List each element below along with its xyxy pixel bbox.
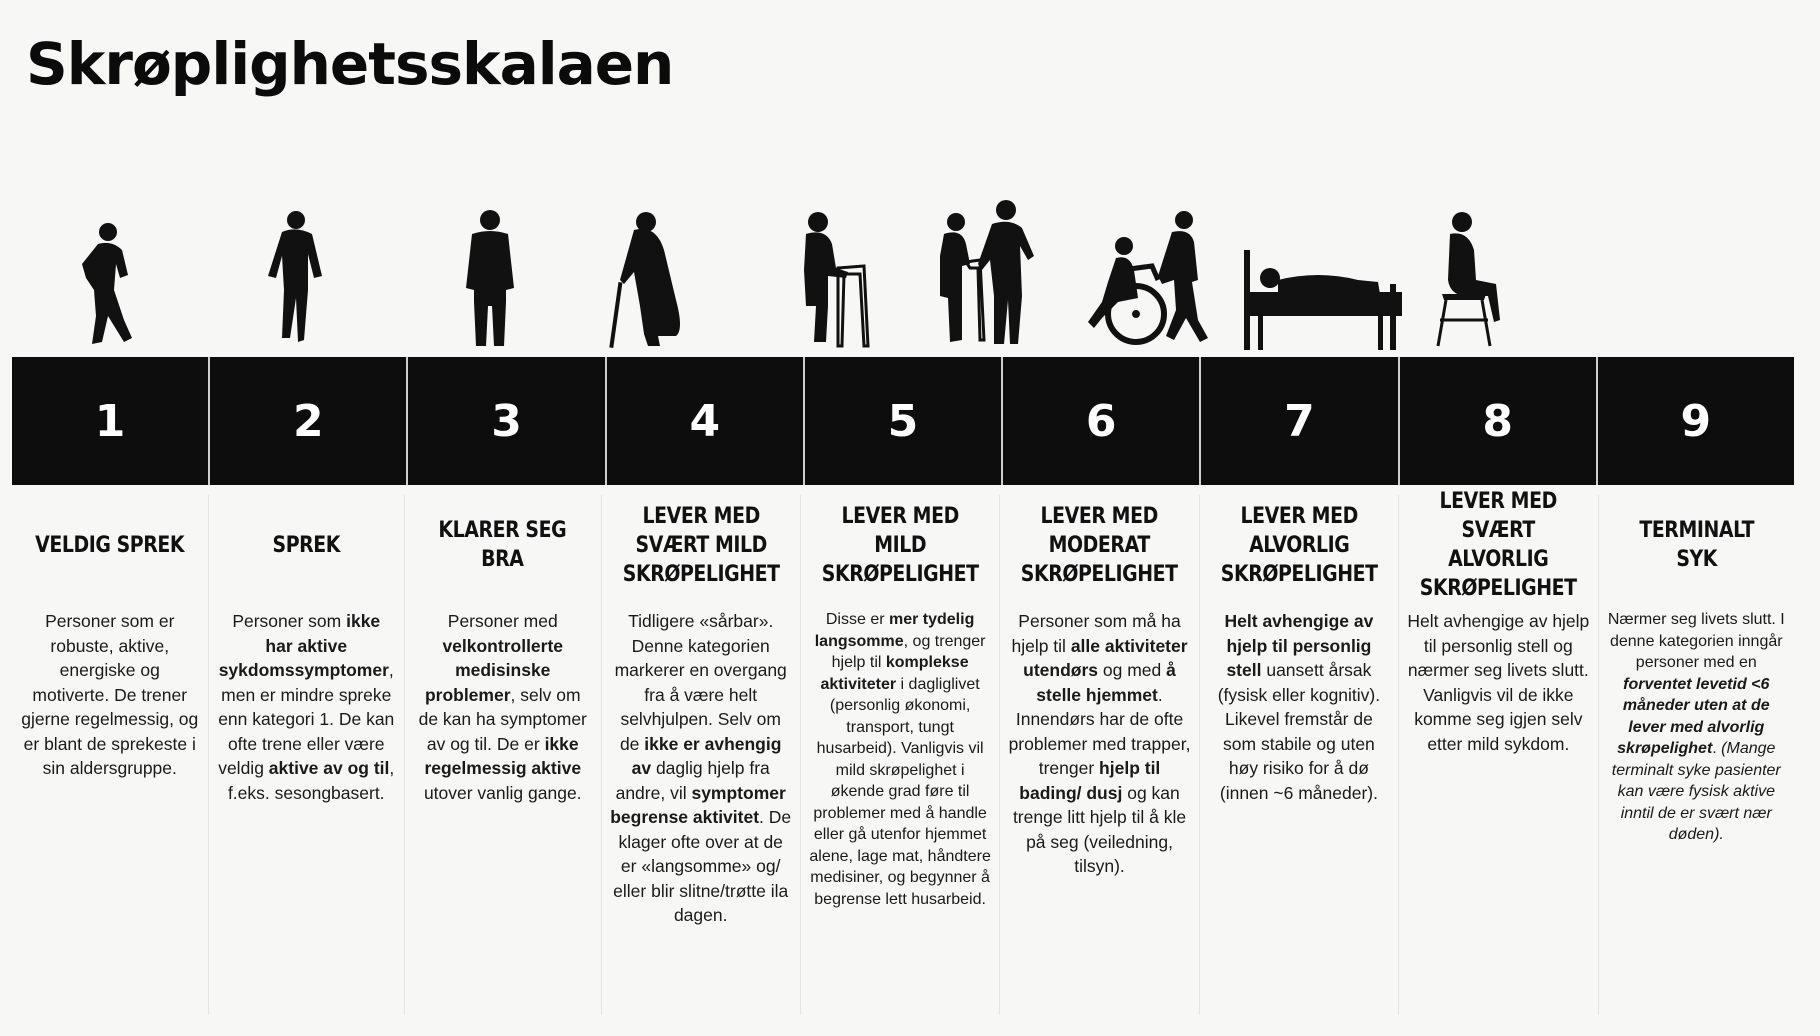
- category-heading: TERMINALT SYK: [1638, 518, 1754, 572]
- category-heading: LEVER MED MILD SKRØPELIGHET: [821, 503, 979, 587]
- category-description: [413, 609, 593, 805]
- scale-number: 9: [1680, 395, 1712, 447]
- category-description: [1208, 609, 1390, 805]
- category-column-1: [12, 495, 209, 1015]
- description-emphasis: symptomer begrense aktivitet: [610, 782, 786, 827]
- category-description: [217, 609, 397, 805]
- category-description: [809, 609, 991, 910]
- person-with-walker-icon: [792, 210, 872, 350]
- category-column-4: [602, 495, 801, 1015]
- description-text: . Innendørs har de ofte problemer med trapper, trenger: [1008, 684, 1191, 778]
- description-text: og med: [1098, 660, 1167, 680]
- scale-number: 2: [293, 395, 324, 447]
- category-heading: KLARER SEG BRA: [438, 518, 567, 572]
- description-text: Personer som er robuste, aktive, energiske og motiverte. De trener gjerne regelmessig, og er blant de sprekeste i sin aldersgruppe.: [21, 611, 199, 778]
- description-emphasis: velkontrollerte medisinske problemer: [424, 635, 564, 705]
- description-emphasis: forventet levetid <6 måneder uten at de lever med alvorlig skrøpelighet: [1617, 675, 1770, 757]
- description-text: uansett årsak (fysisk eller kognitiv). Likevel fremstår de som stabile og uten høy risiko for å dø (innen ~6 måneder).: [1217, 660, 1381, 803]
- description-text: daglig hjelp fra andre, vil: [615, 758, 770, 803]
- seated-person-icon: [1430, 210, 1510, 350]
- scale-cell-1: [12, 357, 210, 485]
- description-emphasis: alle aktiviteter utendørs: [1023, 635, 1188, 680]
- category-columns: [12, 489, 1794, 1015]
- category-column-3: [405, 495, 602, 1015]
- description-text: Personer som: [232, 611, 347, 631]
- scale-cell-3: [408, 357, 606, 485]
- category-column-8: [1399, 489, 1598, 1015]
- scale-number: 8: [1482, 395, 1513, 447]
- description-text: Personer som må ha hjelp til: [1011, 611, 1181, 656]
- category-column-6: [1000, 495, 1199, 1015]
- description-emphasis: å stelle hjemmet: [1036, 660, 1176, 705]
- description-emphasis: ikke regelmessig aktive: [424, 733, 582, 778]
- description-emphasis: komplekse aktiviteter: [820, 654, 969, 693]
- description-text: og kan trenge litt hjelp til å kle på seg (veiledning, tilsyn).: [1012, 782, 1187, 876]
- scale-number: 3: [491, 395, 522, 447]
- figure-row: [12, 170, 1794, 350]
- scale-cell-2: [210, 357, 408, 485]
- scale-cell-5: [805, 357, 1003, 485]
- description-text: , men er mindre spreke enn kategori 1. De kan ofte trene eller være veldig: [218, 660, 395, 778]
- scale-number: 6: [1085, 395, 1117, 447]
- person-with-cane-icon: [604, 210, 694, 350]
- scale-cell-6: [1003, 357, 1201, 485]
- description-text: utover vanlig gange.: [423, 782, 582, 803]
- scale-cell-8: [1400, 357, 1598, 485]
- scale-number: 1: [94, 395, 126, 447]
- description-emphasis: Helt avhengige av hjelp til personlig stell: [1224, 611, 1374, 680]
- category-description: [1407, 609, 1589, 756]
- scale-cell-4: [607, 357, 805, 485]
- description-text: Tidligere «sårbar». Denne kategorien markerer en overgang fra å være helt selvhjulpen. Selv om de: [614, 611, 787, 754]
- scale-number: 5: [887, 395, 919, 447]
- category-heading: LEVER MED ALVORLIG SKRØPELIGHET: [1220, 503, 1378, 587]
- walking-person-icon: [262, 210, 332, 350]
- description-text: Helt avhengige av hjelp til personlig stell og nærmer seg livets slutt. Vanligvis vil de ikke komme seg igjen selv etter mild sykdom.: [1407, 611, 1590, 754]
- wheelchair-with-helper-icon: [1062, 210, 1212, 350]
- description-text: , f.eks. sesongbasert.: [227, 758, 395, 803]
- description-text: Nærmer seg livets slutt. I denne kategorien inngår personer med en: [1607, 611, 1785, 671]
- category-column-2: [209, 495, 406, 1015]
- description-text: , og trenger hjelp til: [831, 632, 986, 671]
- category-description: [1008, 609, 1190, 879]
- description-text: . De klager ofte over at de er «langsomme» og/ eller blir slitne/trøtte ila dagen.: [613, 807, 792, 925]
- person-with-walker-and-helper-icon: [932, 200, 1042, 350]
- description-text: i dagliglivet (personlig økonomi, transport, tungt husarbeid). Vanligvis vil mild skrøpelighet i økende grad føre til problemer med å handle eller gå utenfor hjemmet alene, lage mat, håndtere medisiner, og begynner å begrense lett husarbeid.: [809, 675, 991, 908]
- bedridden-person-icon: [1238, 240, 1408, 350]
- scale-cell-7: [1201, 357, 1399, 485]
- category-column-7: [1200, 495, 1399, 1015]
- category-heading: SPREK: [272, 532, 341, 558]
- description-text: , selv om de kan ha symptomer av og til. De er: [418, 684, 587, 754]
- scale-cell-9: [1598, 357, 1794, 485]
- description-text: (Mange terminalt syke pasienter kan være fysisk aktive inntil de er svært nær døden).: [1611, 740, 1781, 843]
- scale-number: 7: [1284, 395, 1315, 447]
- description-emphasis: aktive av og til: [268, 758, 390, 778]
- category-description: [20, 609, 200, 781]
- description-text: Disse er: [825, 611, 889, 628]
- description-text: .: [1712, 740, 1722, 757]
- category-heading: VELDIG SPREK: [35, 532, 185, 558]
- page-title: Skrøplighetsskalaen: [26, 30, 674, 98]
- scale-number: 4: [689, 395, 721, 447]
- description-text: Personer med: [447, 611, 558, 631]
- scale-number-bar: [12, 357, 1794, 485]
- category-description: [1607, 609, 1787, 846]
- walking-fast-person-icon: [72, 220, 142, 350]
- description-emphasis: ikke har aktive sykdomssymptomer: [218, 611, 389, 680]
- category-heading: LEVER MED SVÆRT ALVORLIG SKRØPELIGHET: [1419, 489, 1577, 601]
- description-emphasis: ikke er avhengig av: [631, 733, 782, 778]
- category-description: [610, 609, 792, 928]
- description-emphasis: hjelp til bading/ dusj: [1019, 758, 1161, 803]
- category-heading: LEVER MED MODERAT SKRØPELIGHET: [1021, 503, 1178, 587]
- description-emphasis: mer tydelig langsomme: [814, 611, 975, 650]
- category-column-5: [801, 495, 1000, 1015]
- category-heading: LEVER MED SVÆRT MILD SKRØPELIGHET: [622, 503, 780, 587]
- standing-person-icon: [458, 210, 522, 350]
- category-column-9: [1599, 495, 1795, 1015]
